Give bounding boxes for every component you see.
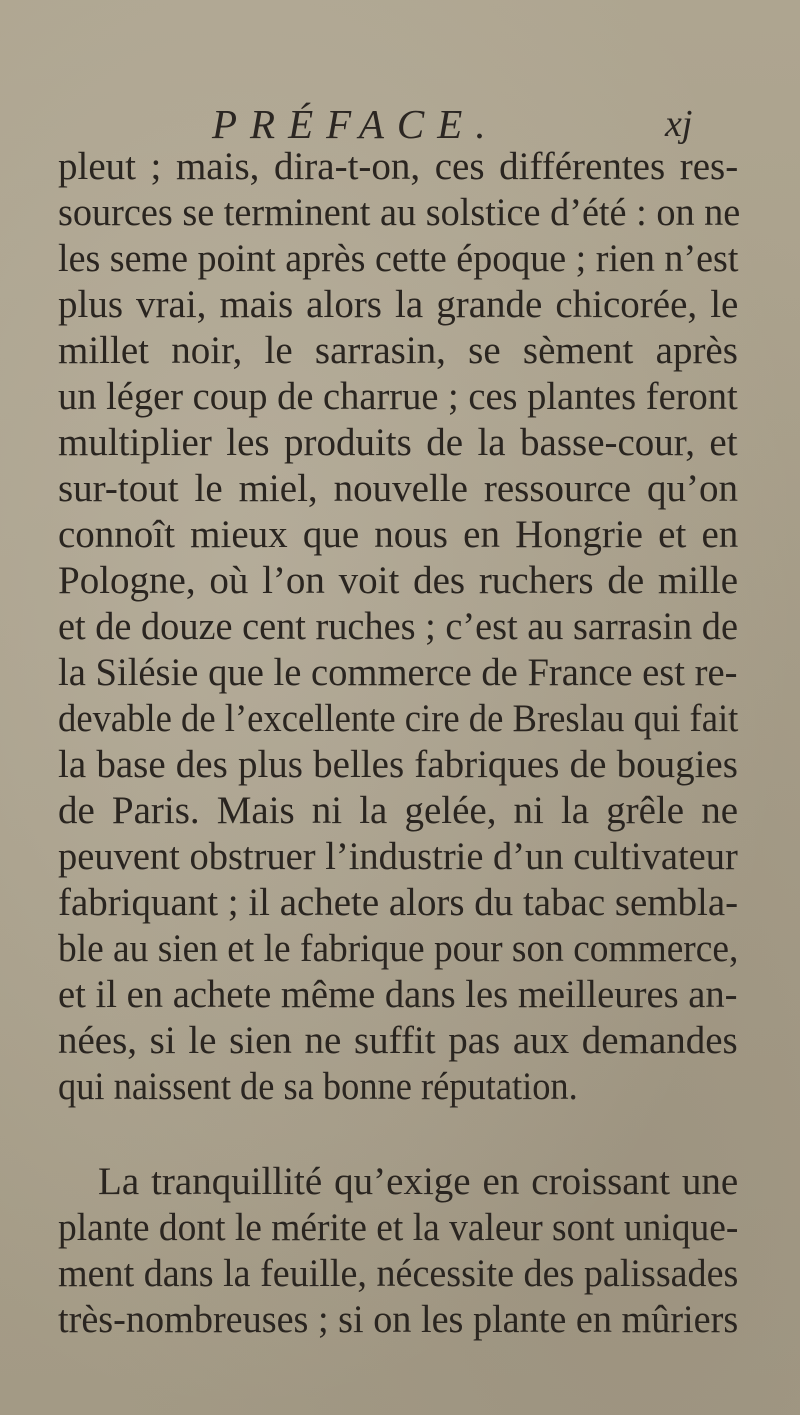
- text-line: de Paris. Mais ni la gelée, ni la grêle ne: [58, 789, 739, 832]
- text-line: Pologne, où l’on voit des ruchers de mille: [58, 559, 739, 602]
- text-line: plante dont le mérite et la valeur sont unique-: [58, 1206, 739, 1249]
- text-line: sur-tout le miel, nouvelle ressource qu’on: [58, 467, 739, 510]
- page-header: [0, 100, 800, 150]
- text-line: pleut ; mais, dira-t-on, ces différentes res-: [58, 145, 739, 188]
- text-line: devable de l’excellente cire de Breslau qui fait: [58, 697, 739, 740]
- text-line: millet noir, le sarrasin, se sèment après: [58, 329, 738, 372]
- text-line: ment dans la feuille, nécessite des palissades: [58, 1252, 739, 1295]
- text-line: et de douze cent ruches ; c’est au sarrasin de: [58, 605, 738, 648]
- text-line: sources se terminent au solstice d’été : on ne: [58, 191, 741, 234]
- text-line: peuvent obstruer l’industrie d’un cultivateur: [58, 835, 738, 878]
- text-line: connoît mieux que nous en Hongrie et en: [58, 513, 739, 556]
- text-line: nées, si le sien ne suffit pas aux demandes: [58, 1019, 738, 1062]
- text-line: la base des plus belles fabriques de bougies: [58, 743, 738, 786]
- text-line: fabriquant ; il achete alors du tabac sembla-: [58, 881, 739, 924]
- text-line: La tranquillité qu’exige en croissant une: [98, 1160, 739, 1203]
- text-line: multiplier les produits de la basse-cour, et: [58, 421, 738, 464]
- text-line: qui naissent de sa bonne réputation.: [58, 1065, 578, 1108]
- text-line: les seme point après cette époque ; rien n’est: [58, 237, 739, 280]
- text-line: plus vrai, mais alors la grande chicorée, le: [58, 283, 739, 326]
- text-line: très-nombreuses ; si on les plante en mûriers: [58, 1298, 739, 1341]
- running-title: PRÉFACE.: [212, 101, 499, 147]
- text-line: ble au sien et le fabrique pour son commerce,: [58, 927, 739, 970]
- page-number: xj: [665, 103, 693, 145]
- text-line: un léger coup de charrue ; ces plantes feront: [58, 375, 738, 418]
- text-line: et il en achete même dans les meilleures an-: [58, 973, 738, 1016]
- text-line: la Silésie que le commerce de France est re-: [58, 651, 738, 694]
